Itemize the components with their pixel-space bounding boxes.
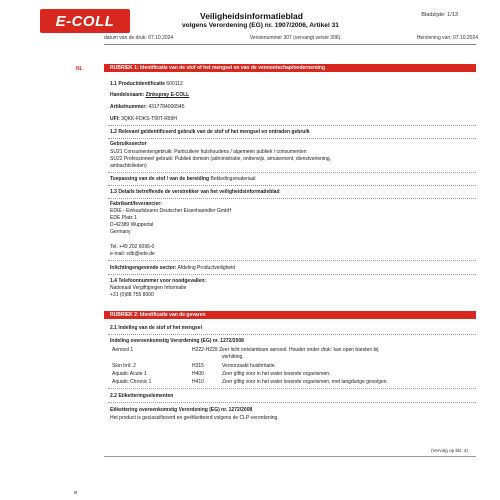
su22-line: SU22 Professioneel gebruik: Publiek domein (administratie, onderwijs, amusement, dienstverlening, bbox=[110, 156, 331, 162]
section-1-bar: RUBRIEK 1: Identificatie van de stof of het mengsel en van de vennootschap/onderneming bbox=[104, 64, 476, 72]
ufi-code: UFI: 3QKK-FDKS-T90T-R99H bbox=[110, 116, 177, 122]
application-line: Toepassing van de stof / van de bereiding Bekledingsmateriaal bbox=[110, 176, 256, 182]
company-phone: Tel. +49 202 6096-0 bbox=[110, 244, 155, 250]
section-1-3-heading: 1.3 Details betreffende de verstrekker van het veiligheidsinformatieblad bbox=[110, 189, 280, 195]
divider bbox=[108, 198, 476, 199]
header-divider bbox=[104, 44, 476, 45]
print-date: datum van de druk: 07.10.2024 bbox=[104, 35, 174, 41]
divider bbox=[108, 125, 476, 126]
hazard-code: H410 bbox=[192, 379, 204, 385]
classification-heading: Indeling overeenkomstig Verordening (EG) nr. 1272/2008 bbox=[110, 338, 244, 344]
hazard-code: H315 bbox=[192, 363, 204, 369]
article-number: Artikelnummer: 4317784006545 bbox=[110, 104, 185, 110]
language-mark: NL bbox=[76, 66, 83, 72]
divider bbox=[108, 138, 476, 139]
footer-mark bbox=[74, 491, 77, 494]
product-identifier: 1.1 Productidentificatie 600112 bbox=[110, 81, 183, 87]
company-email[interactable]: e-mail: sdb@ede.de bbox=[110, 251, 155, 257]
hazard-statement: Zeer giftig voor in het water levende organismen, met langdurige gevolgen. bbox=[222, 379, 388, 385]
divider bbox=[108, 172, 476, 173]
revision-date: Herziening van: 07.10.2024 bbox=[416, 35, 478, 41]
divider bbox=[108, 402, 476, 403]
company-street: EDE Platz 1 bbox=[110, 215, 137, 221]
poison-center: Nationaal Vergiftigingen Informatie bbox=[110, 285, 187, 291]
footer-divider bbox=[104, 456, 476, 457]
company-city: D-42389 Wuppertal bbox=[110, 222, 154, 228]
company-country: Germany bbox=[110, 229, 131, 235]
divider bbox=[108, 388, 476, 389]
section-2-2-heading: 2.2 Etiketteringselementen bbox=[110, 393, 174, 399]
section-2-bar: RUBRIEK 2: Identificatie van de gevaren bbox=[104, 311, 476, 319]
continued-note: (Vervolg op blz. 2) bbox=[430, 448, 468, 453]
company-name: EDIE - Einkaufsbuero Deutscher Eisenhaendler GmbH bbox=[110, 208, 232, 214]
hazard-statement: Zeer giftig voor in het water levende organismen. bbox=[222, 371, 331, 377]
version-number: Versienummer 307 (vervangt versie 306) bbox=[249, 35, 341, 41]
document-subtitle: volgens Verordening (EG) nr. 1907/2006, Artikel 31 bbox=[182, 22, 339, 29]
hazard-statement: verhitting. bbox=[222, 354, 244, 360]
manufacturer-label: Fabrikant/leverancier: bbox=[110, 201, 162, 207]
hazard-class: Aerosol 1 bbox=[112, 347, 134, 353]
page-number: Bladzijde: 1/13 bbox=[421, 12, 458, 18]
emergency-phone: +31 (0)88 755 8000 bbox=[110, 292, 154, 298]
hazard-class: Aquatic Acute 1 bbox=[112, 371, 147, 377]
su21-line: SU21 Consumentengebruik: Particuliere huishoudens / algemeen publiek / consumenten bbox=[110, 149, 307, 155]
section-1-4-heading: 1.4 Telefoonnummer voor noodgevallen: bbox=[110, 278, 207, 284]
divider bbox=[108, 260, 476, 261]
information-department: Inlichtingengevende sector: Afdeling Productveiligheid bbox=[110, 265, 236, 271]
hazard-statement: Veroorzaakt huidirritatie. bbox=[222, 363, 276, 369]
labelling-text: Het product is geclassificeerd en geëtiketteerd volgens de CLP-verordening. bbox=[110, 415, 279, 421]
document-meta bbox=[104, 35, 478, 41]
trade-name: Handelsnaam: Zinkspray E-COLL bbox=[110, 92, 190, 98]
divider bbox=[108, 334, 476, 335]
su22-continuation: ambachtslieden) bbox=[110, 163, 147, 169]
divider bbox=[108, 185, 476, 186]
hazard-code: H400 bbox=[192, 371, 204, 377]
section-2-1-heading: 2.1 Indeling van de stof of het mengsel bbox=[110, 325, 202, 331]
labelling-heading: Etikettering overeenkomstig Verordening (EG) nr. 1272/2008 bbox=[110, 407, 253, 413]
section-1-2-heading: 1.2 Relevant geïdentificeerd gebruik van de stof of het mengsel en ontraden gebruik bbox=[110, 129, 310, 135]
e-coll-logo: E-COLL bbox=[40, 9, 130, 33]
document-title: Veiligheidsinformatieblad bbox=[200, 11, 303, 21]
hazard-class: Skin Irrit. 2 bbox=[112, 363, 136, 369]
usage-sector-label: Gebruikssector bbox=[110, 141, 147, 147]
hazard-statement: H222-H229 Zeer licht ontvlambare aerosol. Houder onder druk: kan open barsten bij bbox=[192, 347, 379, 353]
hazard-class: Aquatic Chronic 1 bbox=[112, 379, 152, 385]
divider bbox=[108, 274, 476, 275]
